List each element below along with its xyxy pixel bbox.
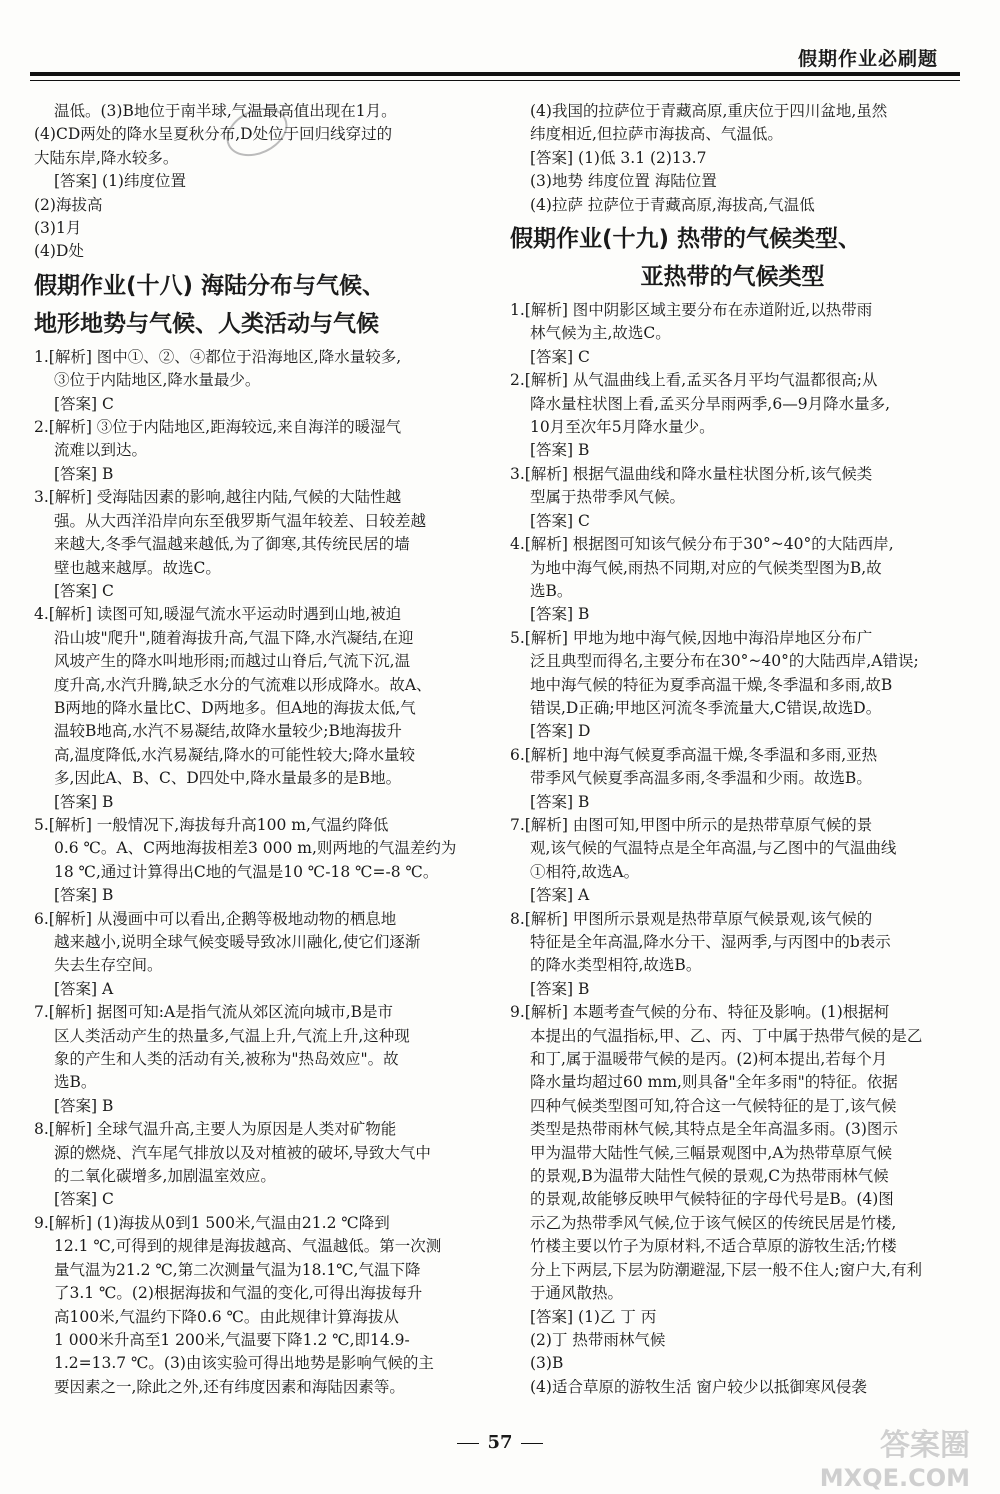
section-title: 亚热带的气候类型 <box>640 264 825 291</box>
text-line: 1.[解析] 图中①、②、④都位于沿海地区,降水量较多, <box>34 347 402 366</box>
text-line: 1.[解析] 图中阴影区域主要分布在赤道附近,以热带雨 <box>510 301 873 320</box>
text-line: [答案] C <box>54 581 114 600</box>
text-line: 6.[解析] 地中海气候夏季高温干燥,冬季温和多雨,亚热 <box>510 745 878 764</box>
text-line: 错误,D正确;甲地区河流冬季流量大,C错误,故选D。 <box>530 698 882 717</box>
text-line: [答案] (1)低 3.1 (2)13.7 <box>530 148 707 167</box>
text-line: 型属于热带季风气候。 <box>530 488 686 507</box>
text-line: 泛且典型而得名,主要分布在30°~40°的大陆西岸,A错误; <box>530 652 919 671</box>
text-line: 1.2=13.7 ℃。(3)由该实验可得出地势是影响气候的主 <box>54 1354 434 1373</box>
text-line: (3)1月 <box>34 219 82 238</box>
text-line: [答案] B <box>530 979 590 998</box>
text-line: [答案] B <box>530 792 590 811</box>
text-line: 的降水类型相符,故选B。 <box>530 956 702 975</box>
text-line: 多,因此A、B、C、D四处中,降水量最多的是B地。 <box>54 769 402 788</box>
text-line: 度升高,水汽升腾,缺乏水分的气流难以形成降水。故A、 <box>54 675 432 694</box>
text-line: (4)拉萨 拉萨位于青藏高原,海拔高,气温低 <box>530 195 815 214</box>
text-line: [答案] B <box>54 1096 114 1115</box>
text-line: 分上下两层,下层为防潮避湿,下层一般不住人;窗户大,有利 <box>530 1260 923 1279</box>
text-line: 降水量均超过60 mm,则具备"全年多雨"的特征。依据 <box>530 1073 898 1092</box>
section-title: 地形地势与气候、人类活动与气候 <box>34 310 379 337</box>
text-line: [答案] B <box>54 886 114 905</box>
text-line: 的景观,故能够反映甲气候特征的字母代号是B。(4)图 <box>530 1190 894 1209</box>
text-line: ③位于内陆地区,降水量最少。 <box>54 371 261 390</box>
text-line: 高,温度降低,水汽易凝结,降水的可能性较大;降水量较 <box>54 745 416 764</box>
text-line: [答案] C <box>530 347 590 366</box>
text-line: [答案] B <box>530 605 590 624</box>
text-line: 类型是热带雨林气候,其特点是全年高温多雨。(3)图示 <box>530 1120 898 1139</box>
text-line: 要因素之一,除此之外,还有纬度因素和海陆因素等。 <box>54 1377 405 1396</box>
text-line: [答案] (1)纬度位置 <box>54 172 186 191</box>
text-line: 带季风气候夏季高温多雨,冬季温和少雨。故选B。 <box>530 769 872 788</box>
text-line: 6.[解析] 从漫画中可以看出,企鹅等极地动物的栖息地 <box>34 909 397 928</box>
text-line: B两地的降水量比C、D两地多。但A地的海拔太低,气 <box>54 698 416 717</box>
text-line: [答案] B <box>530 441 590 460</box>
text-line: 4.[解析] 根据图可知该气候分布于30°~40°的大陆西岸, <box>510 535 894 554</box>
text-line: 3.[解析] 根据气温曲线和降水量柱状图分析,该气候类 <box>510 464 873 483</box>
text-line: 竹楼主要以竹子为原材料,不适合草原的游牧生活;竹楼 <box>530 1237 897 1256</box>
watermark-line2: MXQE.COM <box>819 1464 970 1492</box>
page-number-dash-right <box>521 1443 543 1444</box>
text-line: 为地中海气候,雨热不同期,对应的气候类型图为B,故 <box>530 558 882 577</box>
text-line: 0.6 ℃。A、C两地海拔相差3 000 m,则两地的气温差约为 <box>54 839 457 858</box>
text-line: [答案] C <box>54 394 114 413</box>
text-line: (2)海拔高 <box>34 195 103 214</box>
text-line: 林气候为主,故选C。 <box>530 324 671 343</box>
text-line: 9.[解析] (1)海拔从0到1 500米,气温由21.2 ℃降到 <box>34 1213 390 1232</box>
text-line: 温低。(3)B地位于南半球,气温最高值出现在1月。 <box>54 102 397 120</box>
text-line: 选B。 <box>530 581 573 600</box>
page-number-dash-left <box>457 1443 479 1444</box>
text-line: 流难以到达。 <box>54 441 148 460</box>
text-line: 四种气候类型图可知,符合这一气候特征的是丁,该气候 <box>530 1096 897 1115</box>
text-line: [答案] D <box>530 722 591 741</box>
text-line: 2.[解析] 从气温曲线上看,孟买各月平均气温都很高;从 <box>510 371 878 390</box>
text-line: 沿山坡"爬升",随着海拔升高,气温下降,水汽凝结,在迎 <box>54 628 414 647</box>
text-line: 源的燃烧、汽车尾气排放以及对植被的破坏,导致大气中 <box>54 1143 431 1162</box>
text-line: 于通风散热。 <box>530 1284 624 1303</box>
text-line: 量气温为21.2 ℃,第二次测量气温为18.1℃,气温下降 <box>54 1260 421 1279</box>
text-line: 区人类活动产生的热量多,气温上升,气流上升,这种现 <box>54 1026 410 1045</box>
text-line: 本提出的气温指标,甲、乙、丙、丁中属于热带气候的是乙 <box>530 1026 923 1045</box>
text-line: (3)地势 纬度位置 海陆位置 <box>530 172 717 191</box>
text-line: 象的产生和人类的活动有关,被称为"热岛效应"。故 <box>54 1050 399 1069</box>
text-line: 9.[解析] 本题考查气候的分布、特征及影响。(1)根据柯 <box>510 1003 890 1022</box>
text-line: 的二氧化碳增多,加剧温室效应。 <box>54 1167 276 1186</box>
text-line: 纬度相近,但拉萨市海拔高、气温低。 <box>530 125 783 144</box>
text-line: 1 000米升高至1 200米,气温要下降1.2 ℃,即14.9- <box>54 1330 410 1349</box>
text-line: 甲为温带大陆性气候,三幅景观图中,A为热带草原气候 <box>530 1143 893 1162</box>
text-line: 5.[解析] 一般情况下,海拔每升高100 m,气温约降低 <box>34 815 389 834</box>
watermark <box>820 1420 970 1492</box>
right-column <box>510 100 955 1399</box>
text-line: 2.[解析] ③位于内陆地区,距海较远,来自海洋的暖湿气 <box>34 418 402 437</box>
text-line: [答案] A <box>54 979 114 998</box>
text-line: 的景观,B为温带大陆性气候的景观,C为热带雨林气候 <box>530 1167 889 1186</box>
text-line: 8.[解析] 甲图所示景观是热带草原气候景观,该气候的 <box>510 909 873 928</box>
text-line: 18 ℃,通过计算得出C地的气温是10 ℃-18 ℃=-8 ℃。 <box>54 862 439 881</box>
text-line: 地中海气候的特征为夏季高温干燥,冬季温和多雨,故B <box>530 675 893 694</box>
text-line: 了3.1 ℃。(2)根据海拔和气温的变化,可得出海拔每升 <box>54 1284 423 1303</box>
page-number-text: 57 <box>487 1432 513 1453</box>
text-line: 越来越小,说明全球气候变暖导致冰川融化,使它们逐渐 <box>54 933 421 951</box>
text-line: (4)D处 <box>34 242 84 261</box>
text-line: (4)适合草原的游牧生活 窗户较少以抵御寒风侵袭 <box>530 1377 867 1396</box>
text-line: 3.[解析] 受海陆因素的影响,越往内陆,气候的大陆性越 <box>34 488 402 507</box>
text-line: [答案] B <box>54 792 114 811</box>
text-line: (3)B <box>530 1354 564 1373</box>
left-column <box>34 100 470 1399</box>
text-line: [答案] B <box>54 464 114 483</box>
text-line: 风坡产生的降水叫地形雨;而越过山脊后,气流下沉,温 <box>54 652 411 671</box>
text-line: 来越大,冬季气温越来越低,为了御寒,其传统民居的墙 <box>54 535 410 554</box>
text-line: (4)我国的拉萨位于青藏高原,重庆位于四川盆地,虽然 <box>530 102 888 120</box>
text-line: 降水量柱状图上看,孟买分旱雨两季,6—9月降水量多, <box>530 394 891 413</box>
text-line: [答案] (1)乙 丁 丙 <box>530 1307 657 1326</box>
text-line: 5.[解析] 甲地为地中海气候,因地中海沿岸地区分布广 <box>510 628 873 647</box>
section-title: 假期作业(十八) 海陆分布与气候、 <box>34 272 386 299</box>
header-title: 假期作业必刷题 <box>797 48 938 70</box>
watermark-line1: 答案圈 <box>880 1428 970 1463</box>
text-line: 失去生存空间。 <box>54 956 163 975</box>
text-line: 8.[解析] 全球气温升高,主要人为原因是人类对矿物能 <box>34 1120 397 1139</box>
text-line: 观,该气候的气温特点是全年高温,与乙图中的气温曲线 <box>530 839 897 858</box>
text-line: 示乙为热带季风气候,位于该气候区的传统民居是竹楼, <box>530 1213 897 1232</box>
text-line: (4)CD两处的降水呈夏秋分布,D处位于回归线穿过的 <box>34 125 393 144</box>
text-line: [答案] A <box>530 886 590 905</box>
text-line: 12.1 ℃,可得到的规律是海拔越高、气温越低。第一次测 <box>54 1237 442 1256</box>
text-line: 7.[解析] 据图可知:A是指气流从郊区流向城市,B是市 <box>34 1003 394 1022</box>
text-line: 高100米,气温约下降0.6 ℃。由此规律计算海拔从 <box>54 1307 399 1326</box>
text-line: 壁也越来越厚。故选C。 <box>54 558 221 577</box>
header-rule-thin <box>30 80 960 81</box>
text-line: 温较B地高,水汽不易凝结,故降水量较少;B地海拔升 <box>54 722 402 741</box>
text-line: 强。从大西洋沿岸向东至俄罗斯气温年较差、日较差越 <box>54 511 427 530</box>
text-line: 7.[解析] 由图可知,甲图中所示的是热带草原气候的景 <box>510 815 873 834</box>
text-line: 10月至次年5月降水量少。 <box>530 418 715 437</box>
text-line: (2)丁 热带雨林气候 <box>530 1330 666 1349</box>
text-line: 4.[解析] 读图可知,暖湿气流水平运动时遇到山地,被迫 <box>34 605 402 624</box>
text-line: [答案] C <box>54 1190 114 1209</box>
text-line: ①相符,故选A。 <box>530 862 640 881</box>
header-rule-thick <box>30 72 960 76</box>
text-line: 特征是全年高温,降水分干、湿两季,与丙图中的b表示 <box>530 933 891 951</box>
text-line: 选B。 <box>54 1073 97 1092</box>
text-line: 和丁,属于温暖带气候的是丙。(2)柯本提出,若每个月 <box>530 1050 888 1069</box>
text-line: [答案] C <box>530 511 590 530</box>
section-title: 假期作业(十九) 热带的气候类型、 <box>510 226 862 253</box>
text-line: 大陆东岸,降水较多。 <box>34 148 179 167</box>
